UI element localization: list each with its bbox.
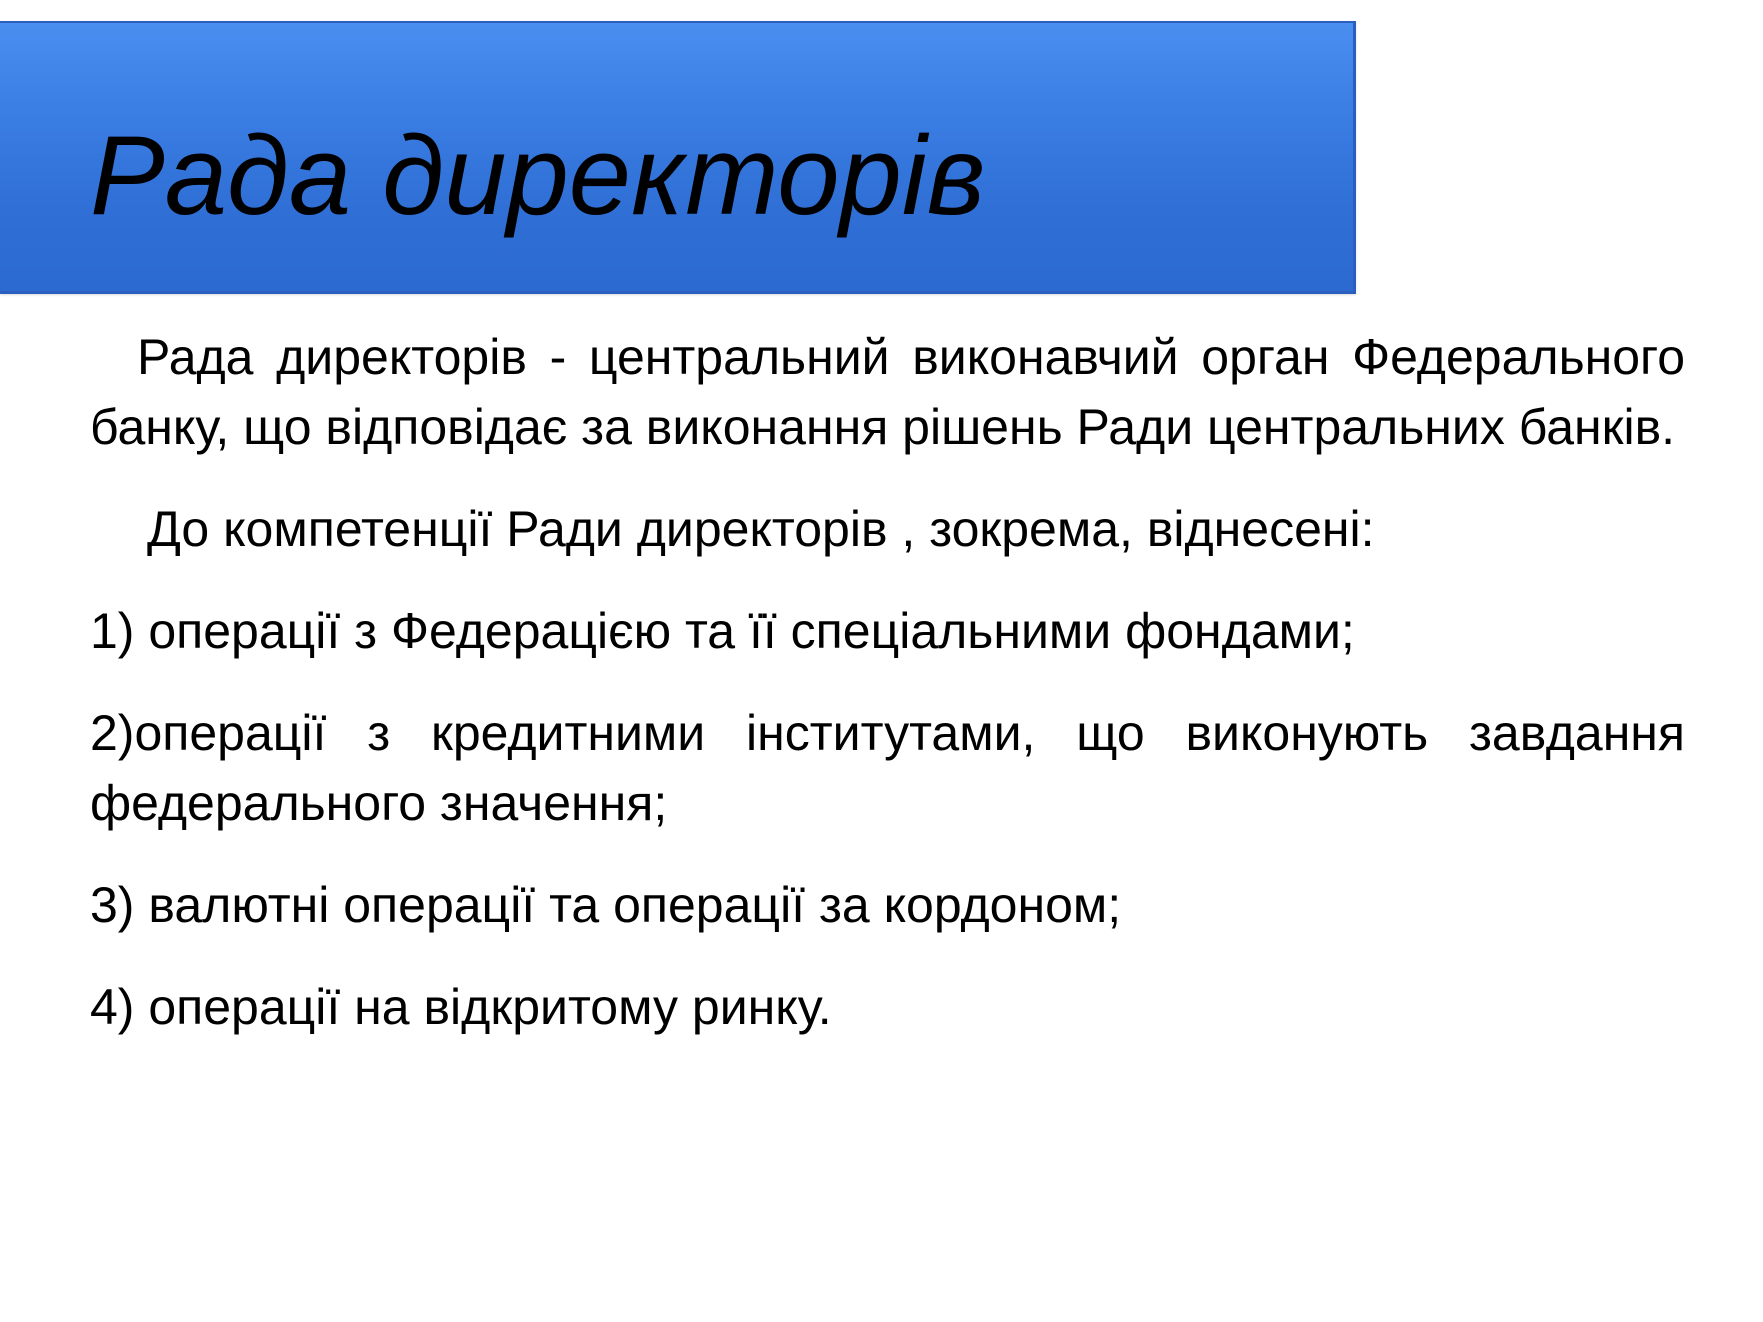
intro-paragraph: Рада директорів - центральний виконавчий орган Федерального банку, що відповідає за виконання рішень Ради центральних банків. <box>90 329 1685 455</box>
list-item: 1) операції з Федерацією та її спеціальними фондами; <box>90 603 1355 659</box>
list-item: 2)операції з кредитними інститутами, що виконують завдання федерального значення; <box>90 705 1685 831</box>
slide-body <box>90 322 1685 1042</box>
title-bar <box>0 21 1356 294</box>
list-item: 3) валютні операції та операції за кордоном; <box>90 877 1122 933</box>
competence-paragraph: До компетенції Ради директорів , зокрема, віднесені: <box>147 501 1375 557</box>
slide-title: Рада директорів <box>90 113 986 238</box>
list-item: 4) операції на відкритому ринку. <box>90 979 832 1035</box>
